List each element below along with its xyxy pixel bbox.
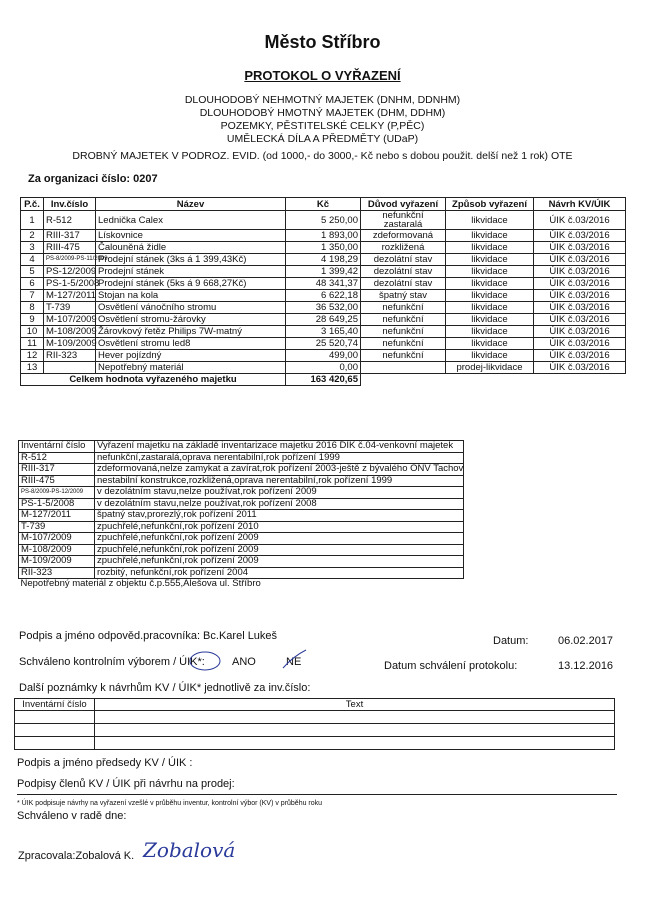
item-number: 8 (21, 302, 44, 314)
table-row (21, 230, 626, 242)
notes-inventory-number: M-109/2009 (19, 556, 95, 568)
notes-inventory-number: RIII-475 (19, 475, 95, 487)
responsible-person: Podpis a jméno odpověd.pracovníka: Bc.Karel Lukeš (19, 630, 278, 642)
proposal: ÚIK č.03/2016 (534, 314, 626, 326)
discard-method: likvidace (446, 266, 534, 278)
notes-row (19, 498, 464, 510)
item-value: 0,00 (286, 362, 361, 374)
notes-text: zpuchřelé,nefunkční,rok pořízení 2009 (95, 533, 464, 545)
item-number: 11 (21, 338, 44, 350)
notes-header-inv: Inventární číslo (19, 441, 95, 453)
proposal: ÚIK č.03/2016 (534, 302, 626, 314)
notes-inventory-number: T-739 (19, 521, 95, 533)
inventory-number: RIII-317 (44, 230, 96, 242)
discard-reason: dezolátní stav (361, 254, 446, 266)
item-number: 3 (21, 242, 44, 254)
items-header-row (21, 198, 626, 211)
discard-method: likvidace (446, 290, 534, 302)
approval-label: Schváleno kontrolním výborem / ÚIK*: (19, 656, 205, 668)
table-row (21, 242, 626, 254)
item-number: 10 (21, 326, 44, 338)
item-name: Prodejní stánek (96, 266, 286, 278)
date-label: Datum: (493, 635, 529, 647)
proposal: ÚIK č.03/2016 (534, 326, 626, 338)
inventory-number (44, 362, 96, 374)
table-row (21, 314, 626, 326)
category-line: DLOUHODOBÝ NEHMOTNÝ MAJETEK (DNHM, DDNHM) (184, 94, 461, 106)
further-notes-label: Další poznámky k návrhům KV / ÚIK* jednotlivě za inv.číslo: (19, 682, 311, 694)
inventory-number: M-108/2009 (44, 326, 96, 338)
divider-line (17, 794, 617, 795)
table-row (21, 266, 626, 278)
proposal: ÚIK č.03/2016 (534, 242, 626, 254)
kv-empty-row (15, 724, 615, 737)
item-name: Čalouněná židle (96, 242, 286, 254)
notes-inventory-number: RII-323 (19, 567, 95, 579)
notes-row (19, 544, 464, 556)
notes-inventory-number: M-127/2011 (19, 510, 95, 522)
footnote: * ÚIK podpisuje návrhy na vyřazení vzešlé v průběhu inventur, kontrolní výbor (KV) v průběhu roku (17, 800, 323, 807)
notes-text: v dezolátním stavu,nelze používat,rok pořízení 2008 (95, 498, 464, 510)
discard-reason: zdeformovaná (361, 230, 446, 242)
inventory-number: T-739 (44, 302, 96, 314)
total-row (21, 374, 626, 386)
item-number: 5 (21, 266, 44, 278)
item-value: 36 532,00 (286, 302, 361, 314)
discard-method: likvidace (446, 230, 534, 242)
item-name: Prodejní stánek (3ks á 1 399,43Kč) (96, 254, 286, 266)
inventory-number: M-109/2009 (44, 338, 96, 350)
inventory-number: M-107/2009 (44, 314, 96, 326)
header-cell: Kč (286, 198, 361, 211)
inventory-number: PS-8/2009-PS-11/2009 (44, 254, 96, 266)
item-name: Osvětlení stromu led8 (96, 338, 286, 350)
total-label: Celkem hodnota vyřazeného majetku (21, 374, 286, 386)
inventory-number: RIII-475 (44, 242, 96, 254)
inventory-number: PS-1-5/2008 (44, 278, 96, 290)
item-value: 1 893,00 (286, 230, 361, 242)
inventory-number: PS-12/2009 (44, 266, 96, 278)
inventory-number: RII-323 (44, 350, 96, 362)
item-value: 1 350,00 (286, 242, 361, 254)
table-row (21, 278, 626, 290)
kv-header-inv: Inventární číslo (15, 699, 95, 711)
discard-reason: nefunkční zastaralá (361, 211, 446, 230)
discard-method: likvidace (446, 278, 534, 290)
notes-inventory-number: PS-1-5/2008 (19, 498, 95, 510)
notes-text: zpuchřelé,nefunkční,rok pořízení 2009 (95, 556, 464, 568)
item-value: 25 520,74 (286, 338, 361, 350)
notes-text: zpuchřelé,nefunkční,rok pořízení 2009 (95, 544, 464, 556)
item-name: Osvětlení stromu-žárovky (96, 314, 286, 326)
discard-method: prodej-likvidace (446, 362, 534, 374)
notes-inventory-number: M-107/2009 (19, 533, 95, 545)
header-cell: Název (96, 198, 286, 211)
item-value: 1 399,42 (286, 266, 361, 278)
proposal: ÚIK č.03/2016 (534, 278, 626, 290)
discard-method: likvidace (446, 254, 534, 266)
no-strike-mark (280, 648, 308, 672)
discard-reason: nefunkční (361, 326, 446, 338)
header-cell: Inv.číslo (44, 198, 96, 211)
discard-reason: nefunkční (361, 338, 446, 350)
notes-table (18, 440, 464, 590)
item-number: 4 (21, 254, 44, 266)
total-value: 163 420,65 (286, 374, 361, 386)
category-line: UMĚLECKÁ DÍLA A PŘEDMĚTY (UDaP) (226, 133, 419, 145)
notes-inventory-number: RIII-317 (19, 464, 95, 476)
category-line: DLOUHODOBÝ HMOTNÝ MAJETEK (DHM, DDHM) (199, 107, 446, 119)
notes-text: rozbitý, nefunkční,rok pořízení 2004 (95, 567, 464, 579)
discard-method: likvidace (446, 242, 534, 254)
item-name: Nepotřebný materiál (96, 362, 286, 374)
notes-row (19, 487, 464, 499)
proposal: ÚIK č.03/2016 (534, 350, 626, 362)
item-name: Hever pojízdný (96, 350, 286, 362)
notes-text: nestabilní konstrukce,rozkližená,oprava nerentabilní,rok pořízení 1999 (95, 475, 464, 487)
table-row (21, 350, 626, 362)
notes-row (19, 475, 464, 487)
header-cell: P.č. (21, 198, 44, 211)
notes-inventory-number: R-512 (19, 452, 95, 464)
approval-yes: ANO (232, 656, 256, 668)
item-value: 28 649,25 (286, 314, 361, 326)
item-value: 4 198,29 (286, 254, 361, 266)
discard-method: likvidace (446, 338, 534, 350)
discard-method: likvidace (446, 211, 534, 230)
uik-circle-mark (188, 650, 222, 672)
notes-header-row (19, 441, 464, 453)
notes-last-row (19, 579, 464, 590)
item-number: 6 (21, 278, 44, 290)
table-row (21, 338, 626, 350)
council-approval-label: Schváleno v radě dne: (17, 810, 127, 822)
item-number: 7 (21, 290, 44, 302)
discard-reason: rozkližená (361, 242, 446, 254)
discard-method: likvidace (446, 350, 534, 362)
notes-text: zpuchřelé,nefunkční,rok pořízení 2010 (95, 521, 464, 533)
item-value: 6 622,18 (286, 290, 361, 302)
kv-header-text: Text (95, 699, 615, 711)
category-line: DROBNÝ MAJETEK V PODROZ. EVID. (od 1000,- do 3000,- Kč nebo s dobou použit. delší než 1 rok) OTE (72, 150, 573, 162)
notes-header-text: Vyřazení majetku na základě inventarizace majetku 2016 DIK č.04-venkovní majetek (95, 441, 464, 453)
item-value: 3 165,40 (286, 326, 361, 338)
chair-signature-label: Podpis a jméno předsedy KV / ÚIK : (17, 757, 193, 769)
table-row (21, 326, 626, 338)
members-signature-label: Podpisy členů KV / ÚIK při návrhu na prodej: (17, 778, 235, 790)
inventory-number: M-127/2011 (44, 290, 96, 302)
item-number: 2 (21, 230, 44, 242)
item-name: Osvětlení vánočního stromu (96, 302, 286, 314)
notes-row (19, 452, 464, 464)
item-number: 9 (21, 314, 44, 326)
kv-empty-row (15, 737, 615, 750)
category-line: POZEMKY, PĚSTITELSKÉ CELKY (P,PĚC) (220, 120, 425, 132)
item-name: Prodejní stánek (5ks á 9 668,27Kč) (96, 278, 286, 290)
table-row (21, 362, 626, 374)
handwritten-signature: Zobalová (143, 838, 236, 862)
item-name: Lednička Calex (96, 211, 286, 230)
discard-method: likvidace (446, 314, 534, 326)
discard-reason: nefunkční (361, 350, 446, 362)
item-name: Lískovnice (96, 230, 286, 242)
notes-row (19, 510, 464, 522)
item-name: Stojan na kola (96, 290, 286, 302)
discard-reason: dezolátní stav (361, 266, 446, 278)
item-value: 5 250,00 (286, 211, 361, 230)
kv-header-row (15, 699, 615, 711)
proposal: ÚIK č.03/2016 (534, 254, 626, 266)
protocol-title: PROTOKOL O VYŘAZENÍ (244, 68, 401, 83)
notes-row (19, 533, 464, 545)
discard-reason: špatný stav (361, 290, 446, 302)
discard-reason: nefunkční (361, 314, 446, 326)
organization-number: Za organizaci číslo: 0207 (28, 173, 158, 185)
proposal: ÚIK č.03/2016 (534, 362, 626, 374)
notes-text: zdeformovaná,nelze zamykat a zavírat,rok pořízení 2003-ještě z bývalého ONV Tachov (95, 464, 464, 476)
proposal: ÚIK č.03/2016 (534, 290, 626, 302)
header-cell: Návrh KV/ÚIK (534, 198, 626, 211)
protocol-date-label: Datum schválení protokolu: (384, 660, 518, 672)
item-number: 12 (21, 350, 44, 362)
table-row (21, 290, 626, 302)
header-cell: Způsob vyřazení (446, 198, 534, 211)
items-table (20, 197, 626, 386)
discard-reason: dezolátní stav (361, 278, 446, 290)
item-number: 13 (21, 362, 44, 374)
item-value: 48 341,37 (286, 278, 361, 290)
proposal: ÚIK č.03/2016 (534, 338, 626, 350)
proposal: ÚIK č.03/2016 (534, 266, 626, 278)
notes-text: v dezolátním stavu,nelze používat,rok pořízení 2009 (95, 487, 464, 499)
protocol-date-value: 13.12.2016 (558, 660, 614, 672)
discard-method: likvidace (446, 326, 534, 338)
kv-empty-row (15, 711, 615, 724)
discard-reason (361, 362, 446, 374)
item-name: Žárovkový řetěz Philips 7W-matný (96, 326, 286, 338)
table-row (21, 302, 626, 314)
notes-text: špatný stav,prorezlý,rok pořízení 2011 (95, 510, 464, 522)
notes-inventory-number: M-108/2009 (19, 544, 95, 556)
inventory-number: R-512 (44, 211, 96, 230)
item-number: 1 (21, 211, 44, 230)
notes-text: nefunkční,zastaralá,oprava nerentabilní,rok pořízení 1999 (95, 452, 464, 464)
notes-row (19, 556, 464, 568)
proposal: ÚIK č.03/2016 (534, 211, 626, 230)
table-row (21, 254, 626, 266)
discard-method: likvidace (446, 302, 534, 314)
header-cell: Důvod vyřazení (361, 198, 446, 211)
date-value: 06.02.2017 (558, 635, 614, 647)
item-value: 499,00 (286, 350, 361, 362)
discard-reason: nefunkční (361, 302, 446, 314)
table-row (21, 211, 626, 230)
kv-notes-table (14, 698, 615, 750)
notes-row (19, 464, 464, 476)
notes-last-line: Nepotřebný materiál z objektu č.p.555,Alešova ul. Stříbro (19, 579, 464, 590)
notes-row (19, 567, 464, 579)
notes-inventory-number: PS-8/2009-PS-12/2009 (19, 487, 95, 499)
notes-row (19, 521, 464, 533)
approval-no: NE (286, 656, 302, 668)
proposal: ÚIK č.03/2016 (534, 230, 626, 242)
processed-by: Zpracovala:Zobalová K. (18, 850, 135, 862)
city-title: Město Stříbro (264, 32, 381, 52)
